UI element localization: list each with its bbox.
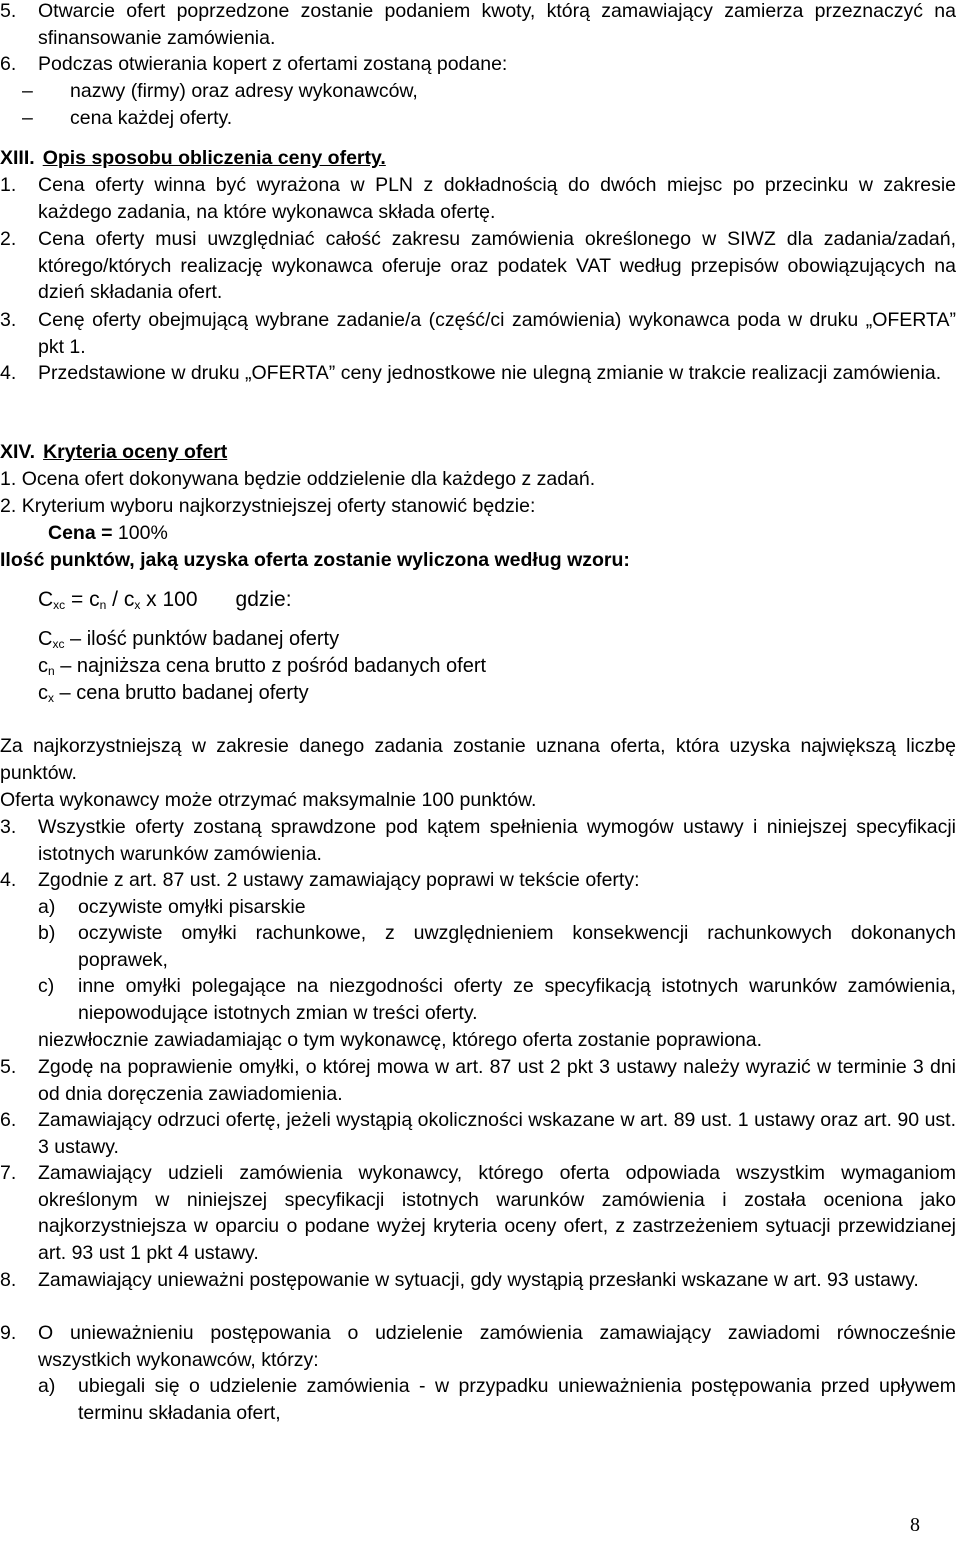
item-number: 7. [0, 1162, 17, 1184]
criterion-value: 100% [117, 522, 168, 544]
list-item-6 [0, 51, 956, 78]
list-item-xiii-1 [0, 172, 956, 225]
notify-line: niezwłocznie zawiadamiając o tym wykonawcę, którego oferta zostanie poprawiona. [38, 1029, 763, 1051]
item-number: 4. [0, 362, 17, 384]
sub-item-text: ubiegali się o udzielenie zamówienia - w przypadku unieważnienia postępowania przed upływem terminu składania ofert, [78, 1375, 956, 1424]
list-item-7 [0, 1160, 956, 1266]
sub-item-b [38, 920, 956, 973]
list-item-8 [0, 1267, 956, 1294]
item-text: Cena oferty musi uwzględniać całość zakresu zamówienia określonego w SIWZ dla zadania/zadań, którego/których realizację wykonawca oferuje oraz podatek VAT według przepisów obowiązujących na dzień składania ofert. [38, 228, 956, 303]
formula-heading: Ilość punktów, jaką uzyska oferta zostanie wyliczona według wzoru: [0, 549, 630, 571]
legend-subscript: x [48, 691, 54, 705]
sub-item-label: b) [38, 922, 56, 944]
list-item-9 [0, 1320, 956, 1373]
item-text: Kryterium wyboru najkorzystniejszej oferty stanowić będzie: [21, 495, 536, 517]
list-item-3 [0, 814, 956, 867]
formula-operator: / [106, 588, 124, 611]
item-text: Zgodnie z art. 87 ust. 2 ustawy zamawiający poprawi w tekście oferty: [38, 869, 640, 891]
item-number: 6. [0, 53, 17, 75]
list-item-5 [0, 0, 956, 51]
item-text: Ocena ofert dokonywana będzie oddzielenie dla każdego z zadań. [21, 468, 596, 490]
item-text: Zgodę na poprawienie omyłki, o której mowa w art. 87 ust 2 pkt 3 ustawy należy wyrazić w terminie 3 dni od dnia doręczenia zawiadomienia. [38, 1056, 956, 1105]
item-number: 8. [0, 1269, 17, 1291]
score-formula [38, 587, 292, 619]
legend-text: – najniższa cena brutto z pośród badanych ofert [54, 655, 487, 677]
item-number: 4. [0, 869, 17, 891]
item-number: 5. [0, 1056, 17, 1078]
item-number: 3. [0, 309, 17, 331]
list-item-xiv-1 [0, 466, 956, 493]
item-number: 1. [0, 174, 17, 196]
section-number: XIII. [0, 147, 35, 169]
sub-item-a [38, 894, 956, 921]
criterion-line [48, 520, 960, 547]
item-number: 3. [0, 816, 17, 838]
dash-text: cena każdej oferty. [70, 107, 233, 129]
legend-subscript: xc [52, 637, 65, 651]
dash-bullet: – [22, 80, 33, 102]
list-item-xiii-2 [0, 226, 956, 306]
legend-text: – ilość punktów badanej oferty [64, 628, 340, 650]
formula-where: gdzie: [235, 588, 292, 611]
paragraph: Za najkorzystniejszą w zakresie danego zadania zostanie uznana oferta, która uzyska największą liczbę punktów. [0, 735, 956, 784]
sub-item-9a [38, 1373, 956, 1426]
item-text: Przedstawione w druku „OFERTA” ceny jednostkowe nie ulegną zmianie w trakcie realizacji zamówienia. [38, 362, 942, 384]
formula-subscript: xc [53, 598, 66, 612]
sub-item-label: a) [38, 896, 56, 918]
page-number: 8 [910, 1514, 920, 1536]
section-title: Opis sposobu obliczenia ceny oferty. [42, 147, 386, 169]
sub-item-text: oczywiste omyłki pisarskie [78, 896, 306, 918]
item-number: 5. [0, 0, 17, 22]
sub-item-text: oczywiste omyłki rachunkowe, z uwzględnieniem konsekwencji rachunkowych dokonanych poprawek, [78, 922, 956, 971]
sub-item-c [38, 973, 956, 1026]
formula-subscript: x [134, 598, 141, 612]
legend-symbol: C [38, 628, 53, 650]
dash-text: nazwy (firmy) oraz adresy wykonawców, [70, 80, 418, 102]
paragraph: Oferta wykonawcy może otrzymać maksymalnie 100 punktów. [0, 789, 537, 811]
criterion-label: Cena = [48, 522, 118, 544]
item-number: 6. [0, 1109, 17, 1131]
dash-bullet: – [22, 107, 33, 129]
section-heading-xiii [0, 145, 956, 172]
item-text: Zamawiający unieważni postępowanie w sytuacji, gdy wystąpią przesłanki wskazane w art. 93 ustawy. [38, 1269, 919, 1291]
item-text: Zamawiający udzieli zamówienia wykonawcy, którego oferta odpowiada wszystkim wymaganiom określonym w niniejszej specyfikacji istotnych warunków zamówienia i została oceniona jako najkorzystniejsza w oparciu o podane wyżej kryteria oceny ofert, z zastrzeżeniem sytuacji przewidzianej art. 93 ust 1 pkt 4 ustawy. [38, 1162, 956, 1264]
formula-operator: = [65, 588, 90, 611]
item-number: 1. [0, 468, 17, 490]
legend-item [38, 680, 309, 712]
formula-symbol: c [123, 588, 135, 611]
section-heading-xiv [0, 439, 956, 466]
item-text: O unieważnieniu postępowania o udzielenie zamówienia zamawiający zawiadomi równocześnie wszystkich wykonawców, którzy: [38, 1322, 956, 1371]
legend-symbol: c [38, 682, 48, 704]
item-text: Wszystkie oferty zostaną sprawdzone pod kątem spełnienia wymogów ustawy i niniejszej specyfikacji istotnych warunków zamówienia. [38, 816, 956, 865]
list-item-xiv-2 [0, 493, 956, 520]
item-text: Zamawiający odrzuci ofertę, jeżeli wystąpią okoliczności wskazane w art. 89 ust. 1 ustawy oraz art. 90 ust. 3 ustawy. [38, 1109, 956, 1158]
item-text: Cenę oferty obejmującą wybrane zadanie/a (część/ci zamówienia) wykonawca poda w druku „OFERTA” pkt 1. [38, 309, 956, 358]
item-text: Otwarcie ofert poprzedzone zostanie podaniem kwoty, którą zamawiający zamierza przeznaczyć na sfinansowanie zamówienia. [38, 0, 956, 49]
list-item-xiii-3 [0, 307, 956, 360]
list-item-4 [0, 867, 956, 894]
item-text: Cena oferty winna być wyrażona w PLN z dokładnością do dwóch miejsc po przecinku w zakresie każdego zadania, na które wykonawca składa ofertę. [38, 174, 956, 223]
item-number: 9. [0, 1322, 17, 1344]
list-item-5b [0, 1054, 956, 1107]
item-number: 2. [0, 228, 17, 250]
legend-subscript: n [48, 664, 55, 678]
formula-symbol: C [38, 588, 54, 611]
sub-item-label: a) [38, 1375, 56, 1397]
legend-symbol: c [38, 655, 48, 677]
list-item-xiii-4 [0, 360, 956, 387]
formula-symbol: c [89, 588, 100, 611]
formula-subscript: n [99, 598, 107, 612]
legend-text: – cena brutto badanej oferty [54, 682, 309, 704]
item-number: 2. [0, 495, 17, 517]
section-number: XIV. [0, 441, 36, 463]
dash-item [0, 105, 956, 132]
item-text: Podczas otwierania kopert z ofertami zostaną podane: [38, 53, 508, 75]
list-item-6b [0, 1107, 956, 1160]
sub-item-label: c) [38, 975, 55, 997]
dash-item [0, 78, 956, 105]
formula-operator: x 100 [140, 588, 198, 611]
sub-item-text: inne omyłki polegające na niezgodności oferty ze specyfikacją istotnych warunków zamówienia, niepowodujące istotnych zmian w treści oferty. [78, 975, 956, 1024]
section-title: Kryteria oceny ofert [43, 441, 228, 463]
